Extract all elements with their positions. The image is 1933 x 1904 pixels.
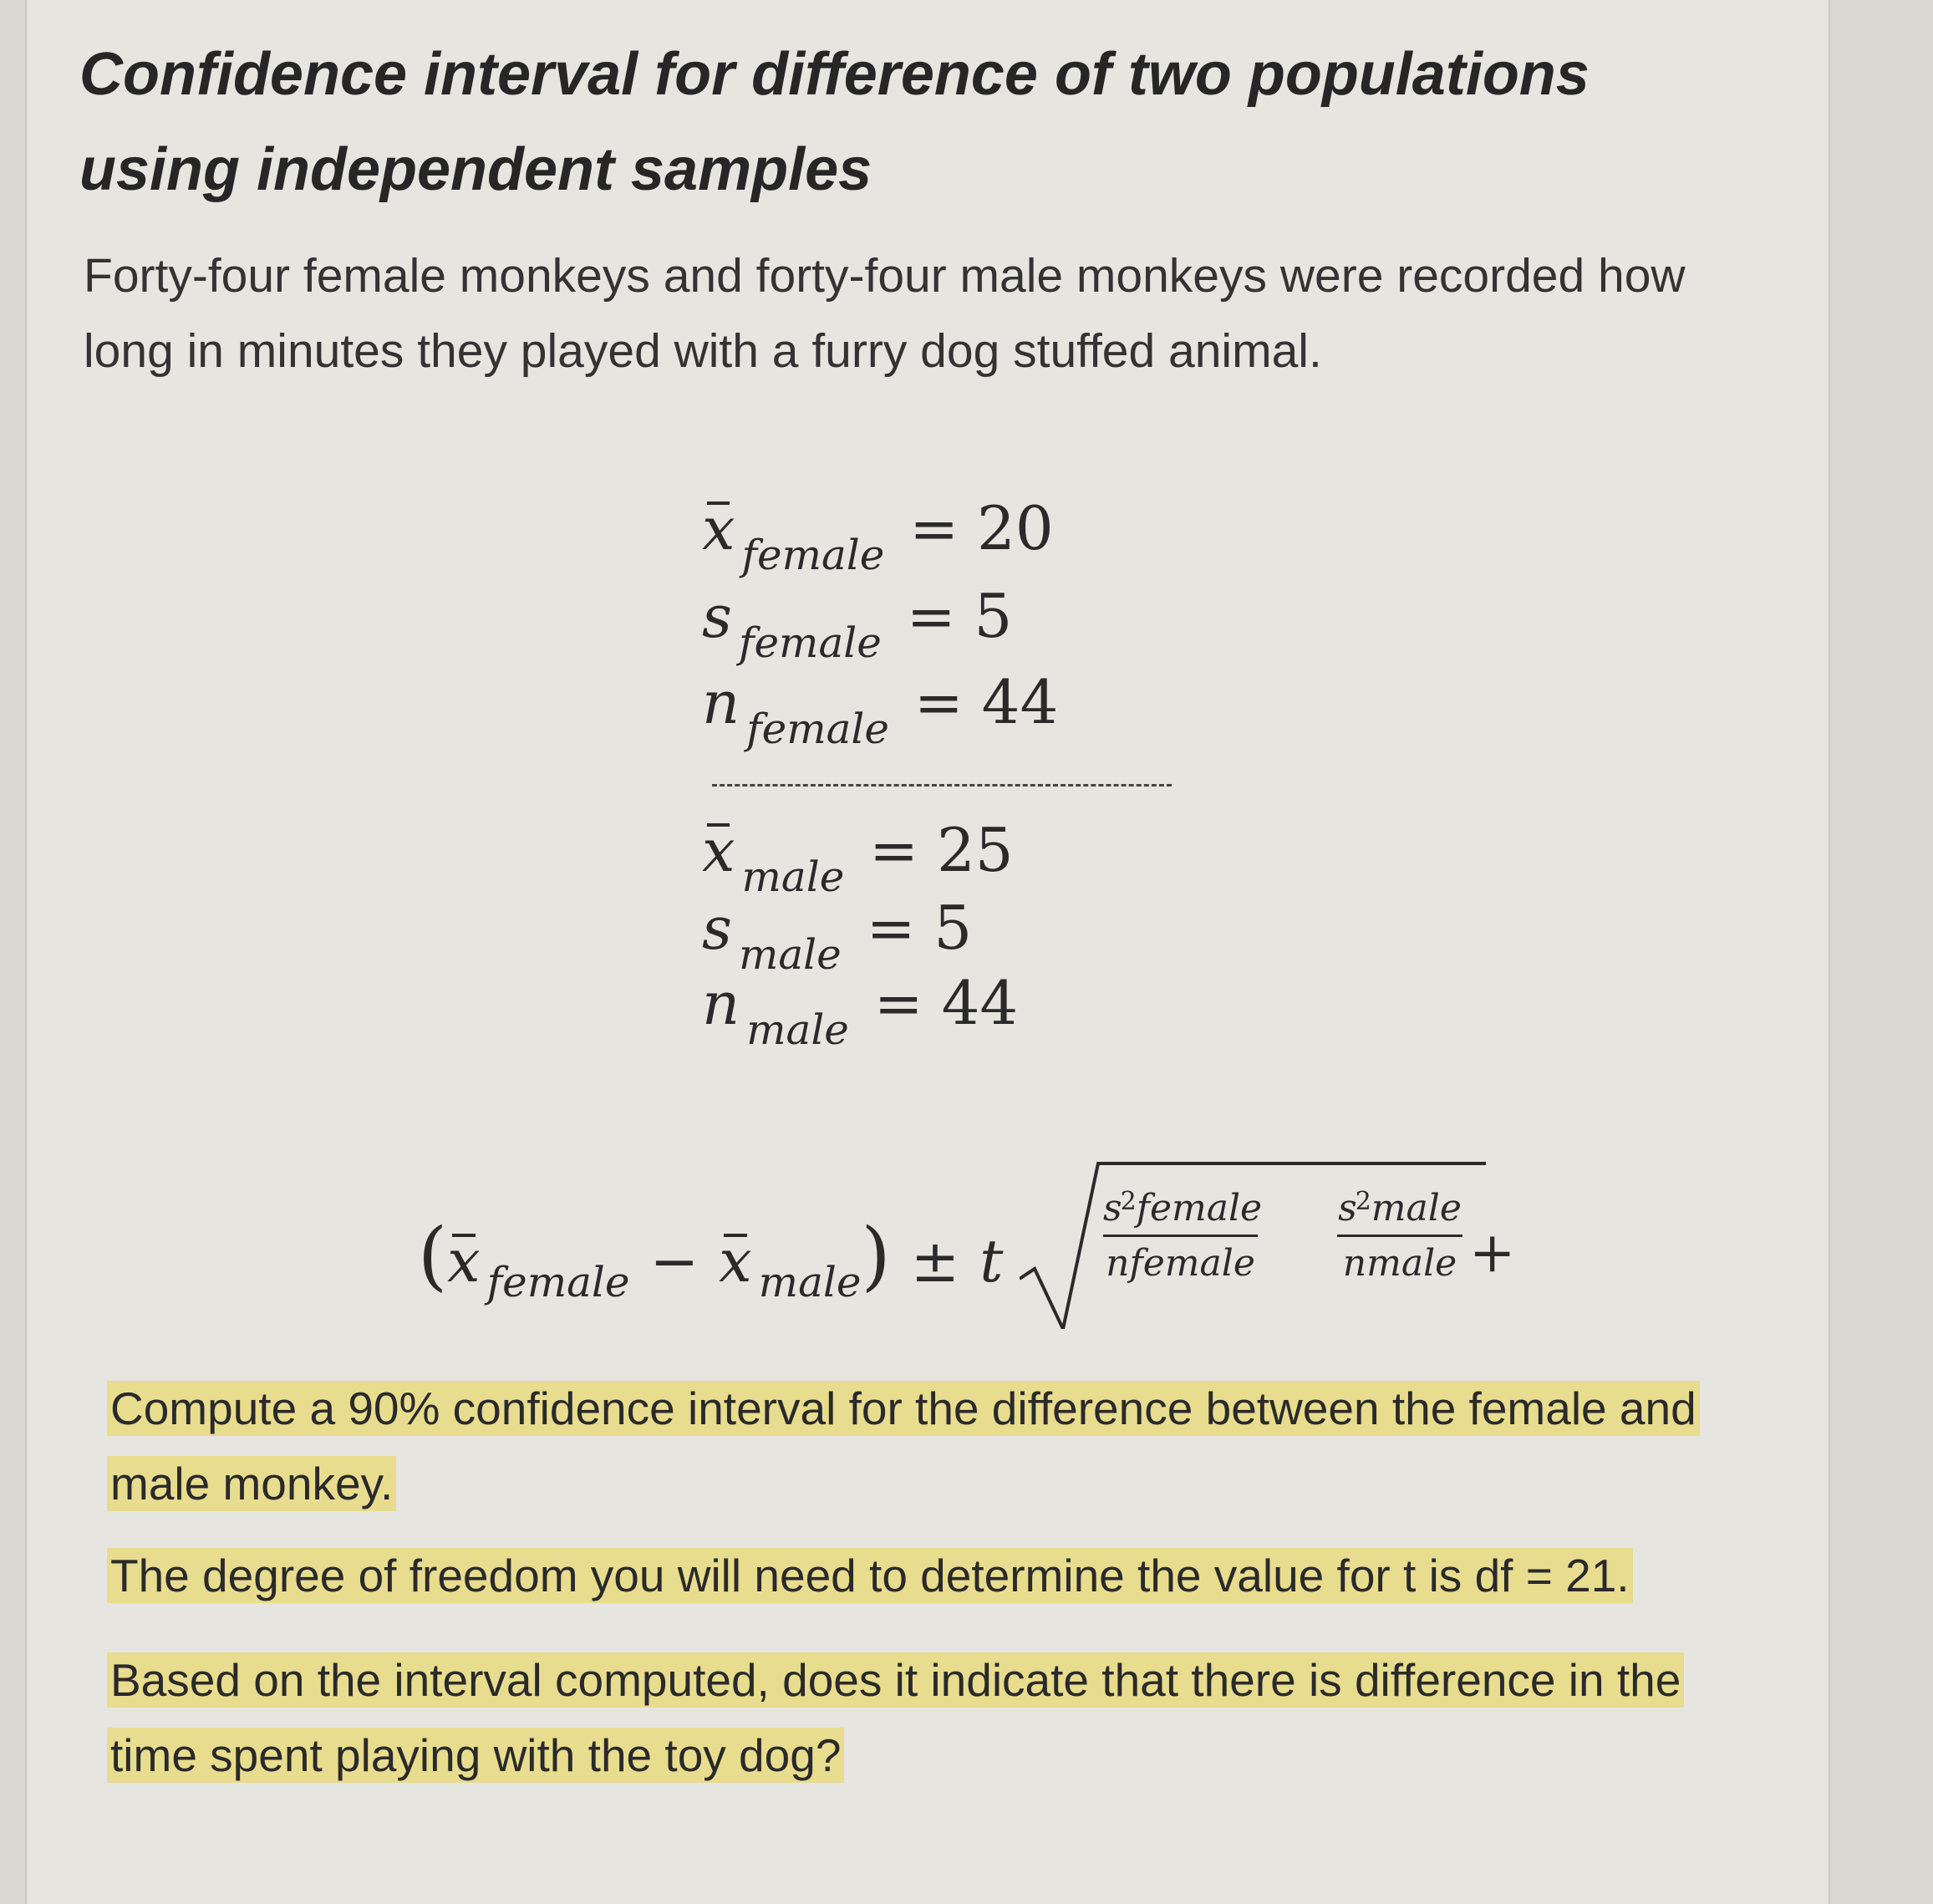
plus-sign: +	[1469, 1220, 1516, 1285]
dashed-divider	[712, 784, 1172, 787]
n-male-row: n male = 44	[702, 968, 1019, 1054]
s-male-row: s male = 5	[702, 893, 973, 979]
t-symbol: t	[979, 1227, 1004, 1296]
s-symbol: s	[1338, 1187, 1357, 1229]
n-symbol: n	[702, 970, 740, 1038]
x-bar-male-value: 25	[936, 815, 1014, 885]
n-female-row: n female = 44	[702, 667, 1059, 753]
n-symbol: n	[1342, 1242, 1367, 1285]
subscript-male: male	[741, 853, 845, 901]
n-male-value: 44	[941, 968, 1019, 1038]
question-compute-interval	[107, 1371, 1753, 1521]
subscript-male: male	[746, 1005, 849, 1054]
subscript-female: female	[486, 1258, 630, 1306]
squared: 2	[1355, 1187, 1371, 1216]
subscript-male: male	[1371, 1187, 1462, 1229]
s-symbol: s	[702, 894, 732, 963]
confidence-interval-formula: ( x female − x male ) ± t $s^2female$ nfemale + $s^2male$ nmale	[418, 1153, 1488, 1354]
x-bar-symbol: x	[702, 495, 735, 563]
subscript-female: female	[1129, 1242, 1255, 1285]
n-symbol: n	[1106, 1242, 1130, 1285]
highlighted-text: Based on the interval computed, does it indicate that there is difference in the time spent playing with the toy dog?	[107, 1652, 1684, 1783]
s-female-value: 5	[974, 581, 1013, 651]
s-symbol: s	[1103, 1187, 1122, 1229]
x-bar-symbol: x	[447, 1227, 481, 1296]
highlighted-text: Compute a 90% confidence interval for the difference between the female and male monkey.	[107, 1381, 1700, 1511]
question-interpret-interval	[107, 1642, 1753, 1793]
plus-minus-sign: ±	[910, 1227, 960, 1296]
question-degrees-of-freedom	[107, 1538, 1753, 1613]
fraction-bar	[1337, 1235, 1462, 1237]
subscript-male: male	[758, 1258, 862, 1306]
page-title: Confidence interval for difference of two populations using independent samples	[79, 41, 1590, 203]
problem-description: Forty-four female monkeys and forty-four male monkeys were recorded how long in minutes they played with a furry dog stuffed animal.	[84, 249, 1686, 378]
male-fraction	[1337, 1187, 1462, 1285]
subscript-female: female	[741, 531, 885, 579]
x-bar-symbol: x	[719, 1227, 752, 1296]
x-bar-female-value: 20	[977, 493, 1054, 563]
s-female-row: s female = 5	[702, 581, 1013, 667]
x-bar-female-row: x female = 20	[702, 493, 1054, 579]
female-fraction	[1103, 1187, 1263, 1285]
n-symbol: n	[702, 669, 740, 737]
subscript-female: female	[738, 619, 882, 667]
n-female-value: 44	[981, 667, 1059, 737]
fraction-bar	[1103, 1235, 1258, 1237]
highlighted-text: The degree of freedom you will need to determine the value for t is df = 21.	[107, 1548, 1633, 1603]
subscript-male: male	[738, 930, 842, 979]
subscript-male: male	[1366, 1242, 1457, 1285]
squared: 2	[1120, 1187, 1137, 1216]
x-bar-male-row: x male = 25	[702, 815, 1014, 901]
minus-sign: −	[649, 1227, 699, 1296]
subscript-female: female	[1136, 1187, 1263, 1229]
x-bar-symbol: x	[702, 817, 735, 885]
subscript-female: female	[746, 705, 889, 753]
s-symbol: s	[702, 583, 732, 651]
square-root	[1020, 1153, 1516, 1329]
s-male-value: 5	[933, 893, 973, 963]
